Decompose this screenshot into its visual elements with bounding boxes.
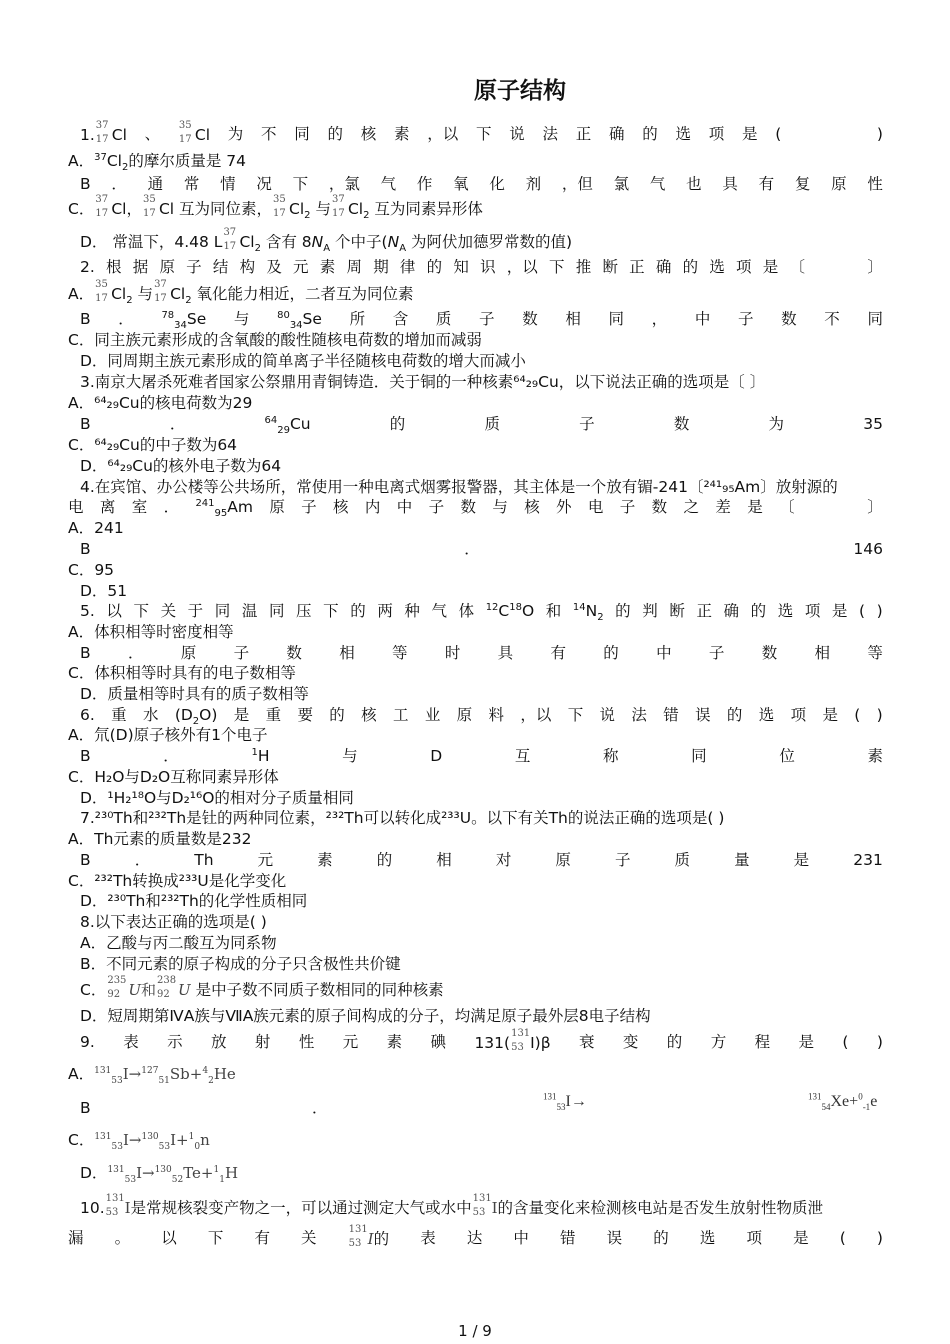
- q3-option-b: B ． $^{64}_{29}$Cu 的 质 子 数 为 35: [80, 414, 883, 437]
- q3-stem: 3.南京大屠杀死难者国家公祭鼎用青铜铸造．关于铜的一种核素⁶⁴₂₉Cu，以下说法正确的选项是〔 〕: [80, 373, 766, 391]
- q6-stem: 6. 重 水 $(D_2O)$ 是 重 要 的 核 工 业 原 料 ，以 下 说 法 错 误 的 选 项 是 ( ): [80, 706, 883, 728]
- page-title: 原子结构: [474, 78, 566, 104]
- q3-option-c: C．⁶⁴₂₉Cu的中子数为64: [68, 436, 238, 454]
- q10-stem-line1: 10. 131 53 I是常规核裂变产物之一，可以通过测定大气或水中 131 53 I的含量变化来检测核电站是否发生放射性物质泄: [80, 1193, 824, 1218]
- q2-option-c: C．同主族元素形成的含氧酸的酸性随核电荷数的增加而减弱: [68, 331, 482, 349]
- q1-option-c: C． 37 17 Cl， 35 17 Cl 互为同位素， 35 17 $Cl_2$ 与 37 17 $Cl_2$ 互为同素异形体: [68, 194, 483, 222]
- q9-option-b: B ．: [80, 1099, 328, 1117]
- q5-option-a: A．体积相等时密度相等: [68, 623, 234, 641]
- q2-option-a: A． 35 17 $Cl_2$ 与 37 17 $Cl_2$ 氧化能力相近，二者互为同位素: [68, 279, 414, 307]
- q1-option-b: B ． 通 常 情 况 下 ，氯 气 作 氧 化 剂 ，但 氯 气 也 具 有 复 原 性: [80, 175, 883, 193]
- q7-stem: 7.²³⁰Th和²³²Th是钍的两种同位素，²³²Th可以转化成²³³U。以下有关Th的说法正确的选项是( ): [80, 809, 725, 827]
- q9-option-a: A．$^{131}_{53}$I→$^{127}_{51}$Sb+$^4_2$He: [68, 1065, 236, 1086]
- q4-stem-line2: 电 离 室 ． $^{241}_{95}$Am 原 子 核 内 中 子 数 与 核 外 电 子 数 之 差 是 〔 〕: [68, 497, 883, 520]
- q3-option-a: A．⁶⁴₂₉Cu的核电荷数为29: [68, 394, 253, 412]
- q9-option-b-product: $^{131}_{54}$Xe+$^0_{-1}$e: [808, 1091, 878, 1113]
- q9-stem: 9. 表 示 放 射 性 元 素 碘 131( 131 53 I)β 衰 变 的 方 程 是 ( ): [80, 1028, 883, 1053]
- page-number: 1 / 9: [458, 1322, 492, 1340]
- q9-option-d: D．$^{131}_{53}$I→$^{130}_{52}$Te+$^1_1$H: [80, 1164, 239, 1185]
- q7-option-a: A．Th元素的质量数是232: [68, 830, 252, 848]
- q5-stem: 5. 以 下 关 于 同 温 同 压 下 的 两 种 气 体 $^{12}C^{18}O$ 和 $^{14}N_2$ 的 判 断 正 确 的 选 项 是 ( ): [80, 601, 883, 624]
- q8-option-d: D．短周期第ⅣA族与ⅦA族元素的原子间构成的分子，均满足原子最外层8电子结构: [80, 1007, 651, 1025]
- q6-option-a: A．氘(D)原子核外有1个电子: [68, 726, 268, 744]
- q9-option-c: C．$^{131}_{53}$I→$^{130}_{53}$I+$^1_0$n: [68, 1131, 210, 1152]
- q10-stem-line2: 漏 。 以 下 有 关 131 53 I的 表 达 中 错 误 的 选 项 是 ( ): [68, 1224, 883, 1249]
- q8-option-c: C． 235 92 U和 238 92 U 是中子数不同质子数相同的同种核素: [80, 975, 444, 1000]
- q2-option-d: D．同周期主族元素形成的简单离子半径随核电荷数的增大而减小: [80, 352, 526, 370]
- q4-option-b: B ． 146: [80, 540, 883, 558]
- q4-option-a: A．241: [68, 519, 124, 537]
- q7-option-b: B ． Th 元 素 的 相 对 原 子 质 量 是 231: [80, 851, 883, 869]
- q1-stem: 1. 37 17 Cl 、 35 17 Cl 为 不 同 的 核 素 ，以 下 说 法 正 确 的 选 项 是 ( ): [80, 120, 883, 145]
- q6-option-b: B ． $^1$H 与 D 互 称 同 位 素: [80, 746, 883, 765]
- q8-option-b: B．不同元素的原子构成的分子只含极性共价键: [80, 955, 401, 973]
- q1-option-d: D． 常温下，4.48 L 37 17 $Cl_2$ 含有 $8N_A$ 个中子($N_A$ 为阿伏加德罗常数的值): [80, 227, 573, 255]
- q6-option-d: D．¹H₂¹⁸O与D₂¹⁶O的相对分子质量相同: [80, 789, 354, 807]
- q9-option-b-reactant: $^{131}_{53}$I→: [543, 1091, 587, 1113]
- q2-option-b: B ． $^{78}_{34}$Se 与 $^{80}_{34}$Se 所 含 质 子 数 相 同 ， 中 子 数 不 同: [80, 309, 883, 332]
- q7-option-d: D．²³⁰Th和²³²Th的化学性质相同: [80, 892, 308, 910]
- q5-option-b: B ． 原 子 数 相 等 时 具 有 的 中 子 数 相 等: [80, 644, 883, 662]
- q5-option-c: C．体积相等时具有的电子数相等: [68, 664, 296, 682]
- q5-option-d: D．质量相等时具有的质子数相等: [80, 685, 309, 703]
- isotope-cl35: 35 17: [178, 120, 192, 145]
- q2-stem: 2. 根 据 原 子 结 构 及 元 素 周 期 律 的 知 识 ，以 下 推 断 正 确 的 选 项 是 〔 〕: [80, 258, 883, 276]
- q7-option-c: C．²³²Th转换成²³³U是化学变化: [68, 872, 287, 890]
- q8-stem: 8.以下表达正确的选项是( ): [80, 913, 267, 931]
- q1-option-a: A．$^{37}Cl_2$的摩尔质量是 74: [68, 151, 247, 174]
- isotope-cl37: 37 17: [95, 120, 109, 145]
- q8-option-a: A．乙酸与丙二酸互为同系物: [80, 934, 277, 952]
- q4-stem-line1: 4.在宾馆、办公楼等公共场所，常使用一种电离式烟雾报警器，其主体是一个放有镅-241〔²⁴¹₉₅Am〕放射源的: [80, 478, 838, 496]
- q6-option-c: C．H₂O与D₂O互称同素异形体: [68, 768, 279, 786]
- q4-option-c: C．95: [68, 561, 115, 579]
- q3-option-d: D．⁶⁴₂₉Cu的核外电子数为64: [80, 457, 282, 475]
- q4-option-d: D．51: [80, 582, 128, 600]
